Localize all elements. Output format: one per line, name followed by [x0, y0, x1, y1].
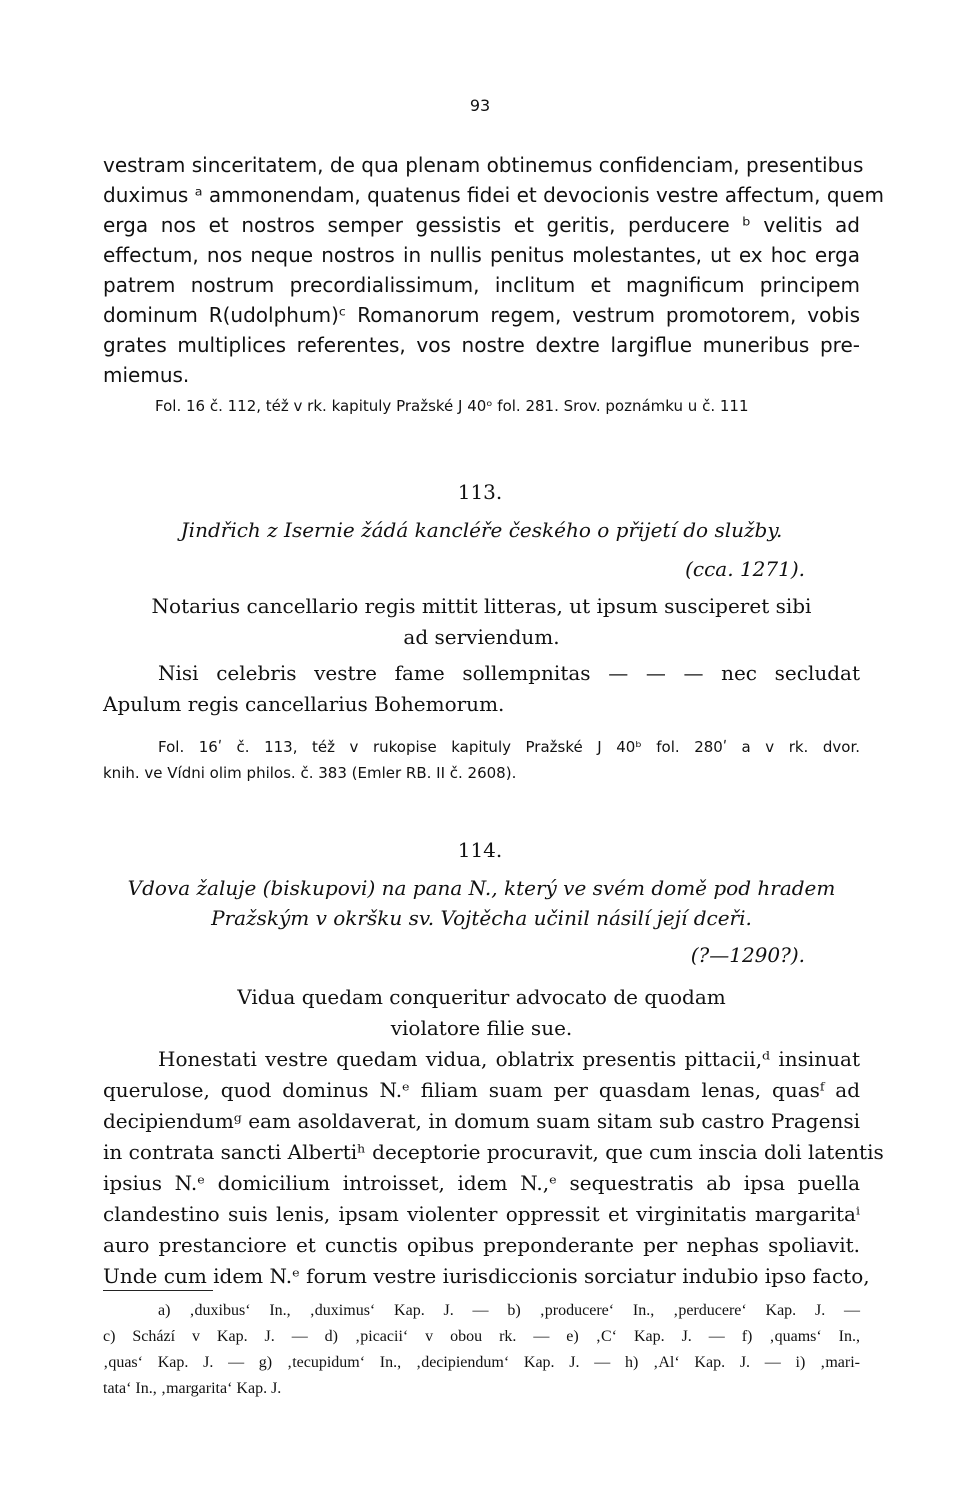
source-note-113: Fol. 16ʹ č. 113, též v rukopise kapituly Pražské J 40ᵇ fol. 280ʹ a v rk. dvor. knih. ve Vídni olim philos. č. 383 (Emler RB. II č. 2608).: [103, 738, 860, 782]
footnote-line: a) ‚duxibus‘ In., ‚duximus‘ Kap. J. — b) ‚producere‘ In., ‚perducere‘ Kap. J. —: [158, 1302, 860, 1319]
document-title-114: Vdova žaluje (biskupovi) na pana N., který ve svém domě pod hradem Pražským v okršku sv. Vojtěcha učinil násilí její dceři.: [127, 876, 836, 930]
document-summary-114: Vidua quedam conqueritur advocato de quodam violatore filie sue.: [237, 985, 726, 1040]
text-line: patrem nostrum precordialissimum, inclitum et magnificum principem: [103, 273, 860, 297]
document-number-114: 114.: [457, 838, 503, 862]
document-number-113: 113.: [457, 480, 503, 504]
source-note-112: Fol. 16 č. 112, též v rk. kapituly Pražské J 40ᵒ fol. 281. Srov. poznámku u č. 111: [155, 397, 749, 415]
document-text-114: Honestati vestre quedam vidua, oblatrix presentis pittacii,ᵈ insinuat querulose, quod dominus N.ᵉ filiam suam per quasdam lenas, quasᶠ ad decipiendumᵍ eam asoldaverat, in domum suam sitam sub castro Pragensi in contrata sancti Albertiʰ deceptorie procuravit, que cum inscia doli latentis ipsius N.ᵉ domicilium introisset, idem N.,ᵉ sequestratis ab ipsa puella clandestino suis lenis, ipsam violenter oppressit et virginitatis margaritaⁱ auro prestanciore et cunctis opibus preponderante per nephas spoliavit. Unde cum idem N.ᵉ forum vestre iurisdiccionis sorciatur indubio ipso facto,: [103, 1047, 884, 1288]
text-line: duximus ᵃ ammonendam, quatenus fidei et devocionis vestre affectum, quem: [103, 183, 884, 207]
document-text-113: Nisi celebris vestre fame sollempnitas — — — nec secludat Apulum regis cancellarius Bohemorum.: [103, 661, 860, 716]
footnote-line: c) Schází v Kap. J. — d) ‚picacii‘ v obou rk. — e) ‚C‘ Kap. J. — f) ‚quams‘ In.,: [103, 1328, 860, 1345]
footnote-line: ‚quas‘ Kap. J. — g) ‚tecupidum‘ In., ‚decipiendum‘ Kap. J. — h) ‚Al‘ Kap. J. — i) ‚mari-: [103, 1354, 860, 1371]
text-line: vestram sinceritatem, de qua plenam obtinemus confidenciam, presentibus: [103, 153, 864, 177]
document-summary-113: Notarius cancellario regis mittit litteras, ut ipsum susciperet sibi ad serviendum.: [151, 594, 812, 649]
page-number: 93: [469, 96, 491, 115]
text-line: erga nos et nostros semper gessistis et geritis, perducere ᵇ velitis ad: [103, 213, 860, 237]
text-line: grates multiplices referentes, vos nostre dextre largiflue muneribus pre-: [103, 333, 860, 357]
continued-text: [103, 150, 884, 390]
document-title-113: Jindřich z Isernie žádá kancléře českého o přijetí do služby.: [180, 518, 783, 542]
document-date-114: (?—1290?).: [690, 943, 805, 967]
footnotes: [103, 1298, 860, 1402]
text-line: dominum R(udolphum)ᶜ Romanorum regem, vestrum promotorem, vobis: [103, 303, 860, 327]
footnote-line: tata‘ In., ‚margarita‘ Kap. J.: [103, 1380, 282, 1397]
text-line: effectum, nos neque nostros in nullis penitus molestantes, ut ex hoc erga: [103, 243, 860, 267]
text-line: miemus.: [103, 363, 190, 387]
document-date-113: (cca. 1271).: [685, 557, 805, 581]
footnote-divider: [103, 1290, 213, 1291]
